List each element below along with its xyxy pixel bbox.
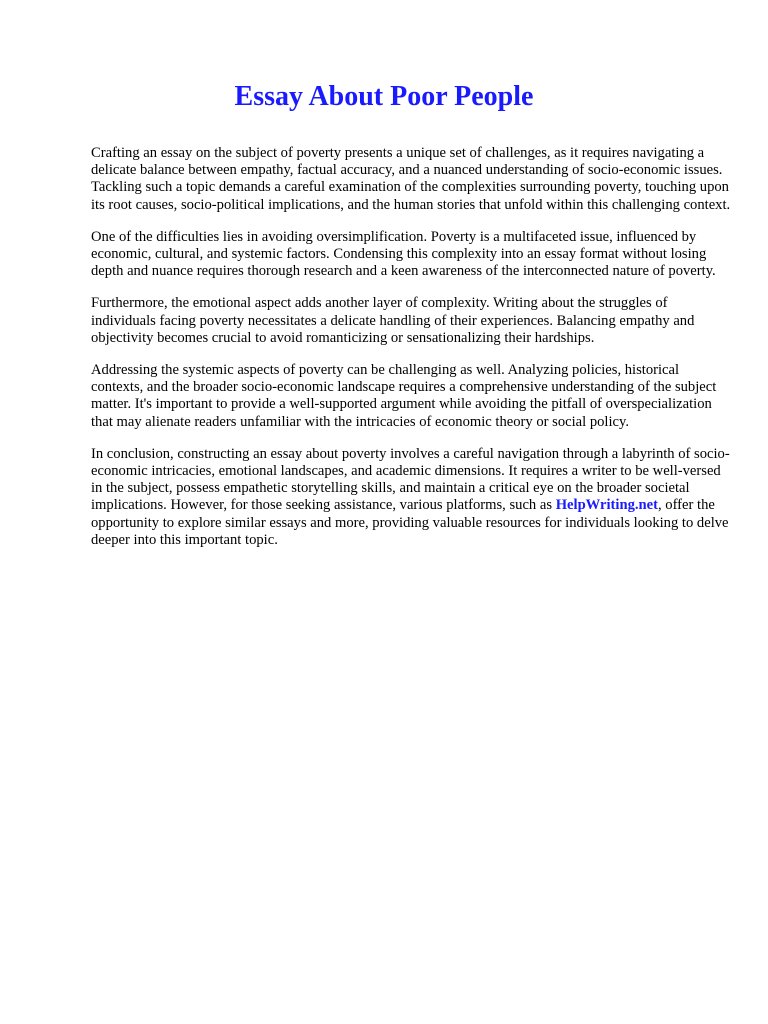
conclusion-paragraph	[91, 446, 731, 549]
helpwriting-link[interactable]: HelpWriting.net	[555, 497, 658, 514]
essay-body	[91, 145, 731, 564]
paragraph: Crafting an essay on the subject of poverty presents a unique set of challenges, as it requires navigating a delicate balance between empathy, factual accuracy, and a nuanced understanding of socio-economic issues. Tackling such a topic demands a careful examination of the complexities surrounding poverty, touching upon its root causes, socio-political implications, and the human stories that unfold within this challenging context.	[91, 145, 731, 213]
conclusion-text-after-link: , offer the opportunity to explore similar essays and more, providing valuable resources for individuals looking to delve deeper into this important topic.	[91, 497, 729, 548]
conclusion-text-before-link: In conclusion, constructing an essay about poverty involves a careful navigation through a labyrinth of socio-economic intricacies, emotional landscapes, and academic dimensions. It requires a writer to be well-versed in the subject, possess empathetic storytelling skills, and maintain a critical eye on the broader societal implications. However, for those seeking assistance, various platforms, such as	[91, 445, 730, 514]
paragraph: Furthermore, the emotional aspect adds another layer of complexity. Writing about the struggles of individuals facing poverty necessitates a delicate handling of their experiences. Balancing empathy and objectivity becomes crucial to avoid romanticizing or sensationalizing their hardships.	[91, 295, 695, 346]
paragraph: One of the difficulties lies in avoiding oversimplification. Poverty is a multifaceted issue, influenced by economic, cultural, and systemic factors. Condensing this complexity into an essay format without losing depth and nuance requires thorough research and a keen awareness of the interconnected nature of poverty.	[91, 228, 716, 280]
paragraph: Addressing the systemic aspects of poverty can be challenging as well. Analyzing policies, historical contexts, and the broader socio-economic landscape requires a comprehensive understanding of the subject matter. It's important to provide a well-supported argument while avoiding the pitfall of overspecialization that may alienate readers unfamiliar with the intricacies of economic theory or social policy.	[91, 362, 717, 430]
page-title: Essay About Poor People	[234, 81, 534, 112]
